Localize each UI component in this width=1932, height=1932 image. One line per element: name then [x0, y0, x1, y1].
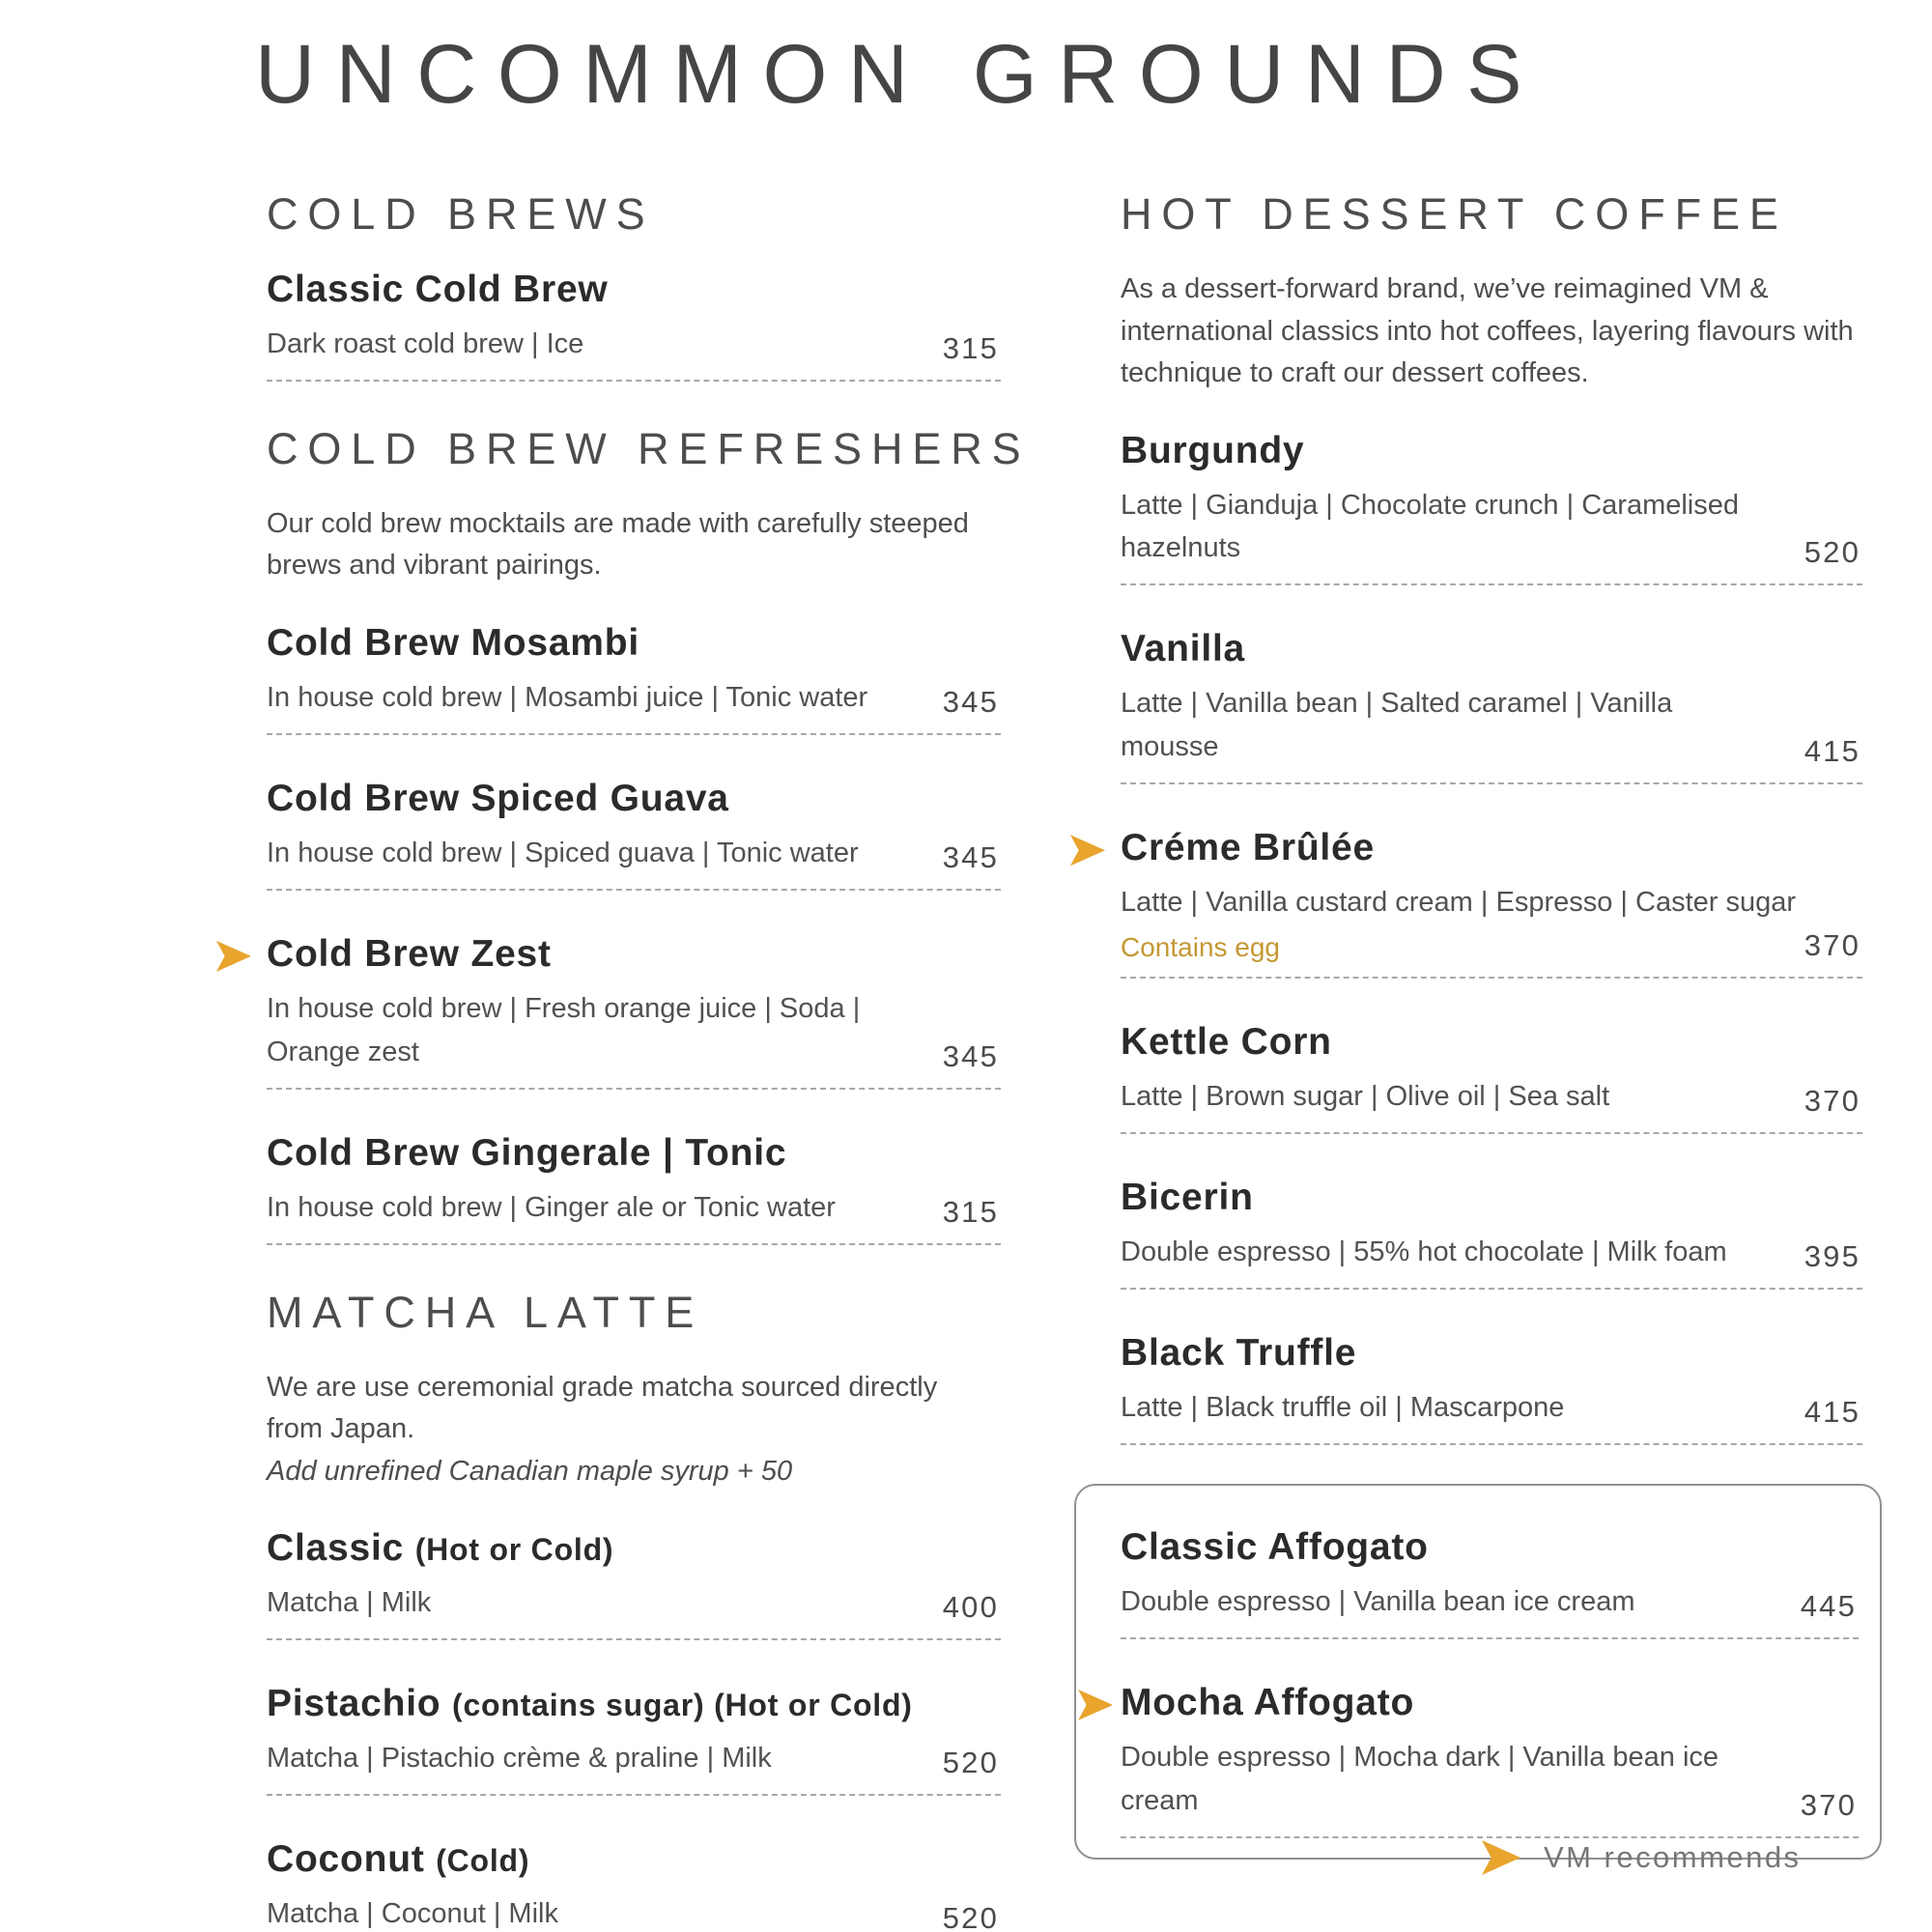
menu-item-cold-brew-mosambi [267, 622, 1001, 735]
right-column [1121, 189, 1862, 1881]
recommend-arrow-icon [216, 941, 251, 972]
menu-item-matcha-coconut [267, 1838, 1001, 1932]
item-price: 445 [1800, 1588, 1857, 1623]
item-price: 345 [942, 839, 999, 874]
item-name: Black Truffle [1121, 1332, 1357, 1375]
item-price: 520 [942, 1746, 999, 1779]
menu-item-cold-brew-spiced-guava [267, 778, 1001, 891]
recommend-arrow-icon [1078, 1690, 1113, 1720]
item-name-suffix: (Cold) [436, 1843, 530, 1878]
left-column [267, 189, 1031, 1932]
menu-item-burgundy [1121, 430, 1862, 586]
item-price: 370 [1800, 1787, 1857, 1822]
section-cold-brews [267, 189, 1001, 382]
section-intro: As a dessert-forward brand, we’ve reimagined VM & international classics into hot coffees, layering flavours with technique to craft our dessert coffees. [1121, 273, 1854, 388]
menu-item-cold-brew-gingerale-tonic [267, 1132, 1001, 1245]
item-name: Cold Brew Zest [267, 932, 552, 975]
item-description: Matcha | Pistachio crème & praline | Milk [267, 1743, 772, 1775]
menu-item-matcha-pistachio [267, 1683, 1001, 1796]
item-price: 415 [1804, 734, 1861, 769]
item-name: Créme Brûlée [1121, 827, 1375, 869]
item-name: Cold Brew Mosambi [267, 621, 639, 664]
item-name-suffix: (Hot or Cold) [414, 1532, 614, 1568]
item-price: 345 [942, 1038, 999, 1073]
page-title: UNCOMMON GROUNDS [255, 28, 1543, 121]
item-price: 400 [942, 1590, 999, 1625]
item-name: Burgundy [1121, 429, 1305, 471]
menu-item-bicerin [1121, 1177, 1862, 1290]
item-description: Double espresso | 55% hot chocolate | Milk foam [1121, 1236, 1727, 1268]
menu-item-creme-brulee [1121, 827, 1862, 979]
item-name: Cold Brew Spiced Guava [267, 777, 729, 819]
section-hot-dessert-coffee [1121, 189, 1862, 1860]
item-name: Classic Affogato [1121, 1526, 1429, 1568]
item-name: Bicerin [1121, 1177, 1254, 1219]
item-description: Latte | Vanilla bean | Salted caramel | Vanilla mousse [1121, 688, 1673, 763]
item-description: Latte | Gianduja | Chocolate crunch | Caramelised hazelnuts [1121, 489, 1739, 564]
item-name: Classic Cold Brew [267, 269, 609, 310]
item-price: 520 [942, 1900, 999, 1932]
item-name-suffix: (contains sugar) (Hot or Cold) [452, 1688, 913, 1723]
item-name: Cold Brew Gingerale | Tonic [267, 1131, 787, 1174]
recommend-arrow-icon [1070, 835, 1105, 866]
menu-item-matcha-classic [267, 1527, 1001, 1640]
recommend-arrow-icon [1482, 1840, 1520, 1875]
item-price: 315 [942, 330, 999, 365]
affogato-highlight-box [1074, 1484, 1882, 1860]
item-allergen-note: Contains egg [1121, 932, 1281, 963]
item-price: 315 [942, 1194, 999, 1229]
item-description: Matcha | Milk [267, 1587, 432, 1619]
section-heading: COLD BREWS [267, 189, 655, 239]
recommends-legend-label: VM recommends [1544, 1840, 1802, 1874]
section-intro-note: Add unrefined Canadian maple syrup + 50 [267, 1455, 793, 1487]
item-description: Double espresso | Vanilla bean ice cream [1121, 1586, 1635, 1617]
menu-item-mocha-affogato [1121, 1682, 1859, 1838]
section-intro [267, 1367, 1001, 1493]
menu-item-black-truffle [1121, 1332, 1862, 1445]
item-price: 395 [1804, 1239, 1861, 1274]
item-description: Double espresso | Mocha dark | Vanilla bean ice cream [1121, 1741, 1719, 1816]
menu-item-kettle-corn [1121, 1021, 1862, 1134]
item-name: Vanilla [1121, 628, 1246, 670]
menu-item-vanilla [1121, 628, 1862, 784]
menu-item-cold-brew-zest [267, 933, 1001, 1090]
item-description: In house cold brew | Fresh orange juice | Soda | Orange zest [267, 992, 861, 1067]
item-description: In house cold brew | Ginger ale or Tonic water [267, 1191, 836, 1223]
section-heading: COLD BREW REFRESHERS [267, 423, 1031, 473]
item-price: 370 [1804, 1084, 1861, 1119]
section-heading: MATCHA LATTE [267, 1287, 704, 1337]
item-price: 415 [1804, 1395, 1861, 1429]
item-name: Coconut [267, 1838, 425, 1880]
item-name: Kettle Corn [1121, 1021, 1332, 1064]
item-price: 345 [942, 684, 999, 719]
item-name: Mocha Affogato [1121, 1681, 1415, 1723]
item-description: Matcha | Coconut | Milk [267, 1898, 558, 1929]
item-description: Latte | Vanilla custard cream | Espresso | Caster sugar [1121, 887, 1797, 919]
menu-item-classic-cold-brew [267, 269, 1001, 382]
item-description: Latte | Brown sugar | Olive oil | Sea salt [1121, 1081, 1610, 1113]
item-name: Classic [267, 1527, 405, 1570]
item-description: In house cold brew | Spiced guava | Tonic water [267, 837, 859, 868]
item-name: Pistachio [267, 1683, 441, 1725]
item-description: Latte | Black truffle oil | Mascarpone [1121, 1392, 1565, 1424]
item-description: Dark roast cold brew | Ice [267, 328, 584, 359]
item-description: In house cold brew | Mosambi juice | Tonic water [267, 681, 868, 713]
section-cold-brew-refreshers [267, 423, 1031, 1245]
section-intro: Our cold brew mocktails are made with carefully steeped brews and vibrant pairings. [267, 507, 969, 582]
section-intro-text: We are use ceremonial grade matcha sourced directly from Japan. [267, 1371, 938, 1445]
section-matcha-latte [267, 1288, 1001, 1932]
section-heading: HOT DESSERT COFFEE [1121, 189, 1788, 239]
menu-item-classic-affogato [1121, 1526, 1859, 1639]
recommends-legend [1482, 1840, 1802, 1875]
item-price: 370 [1804, 928, 1861, 963]
item-price: 520 [1804, 535, 1861, 570]
